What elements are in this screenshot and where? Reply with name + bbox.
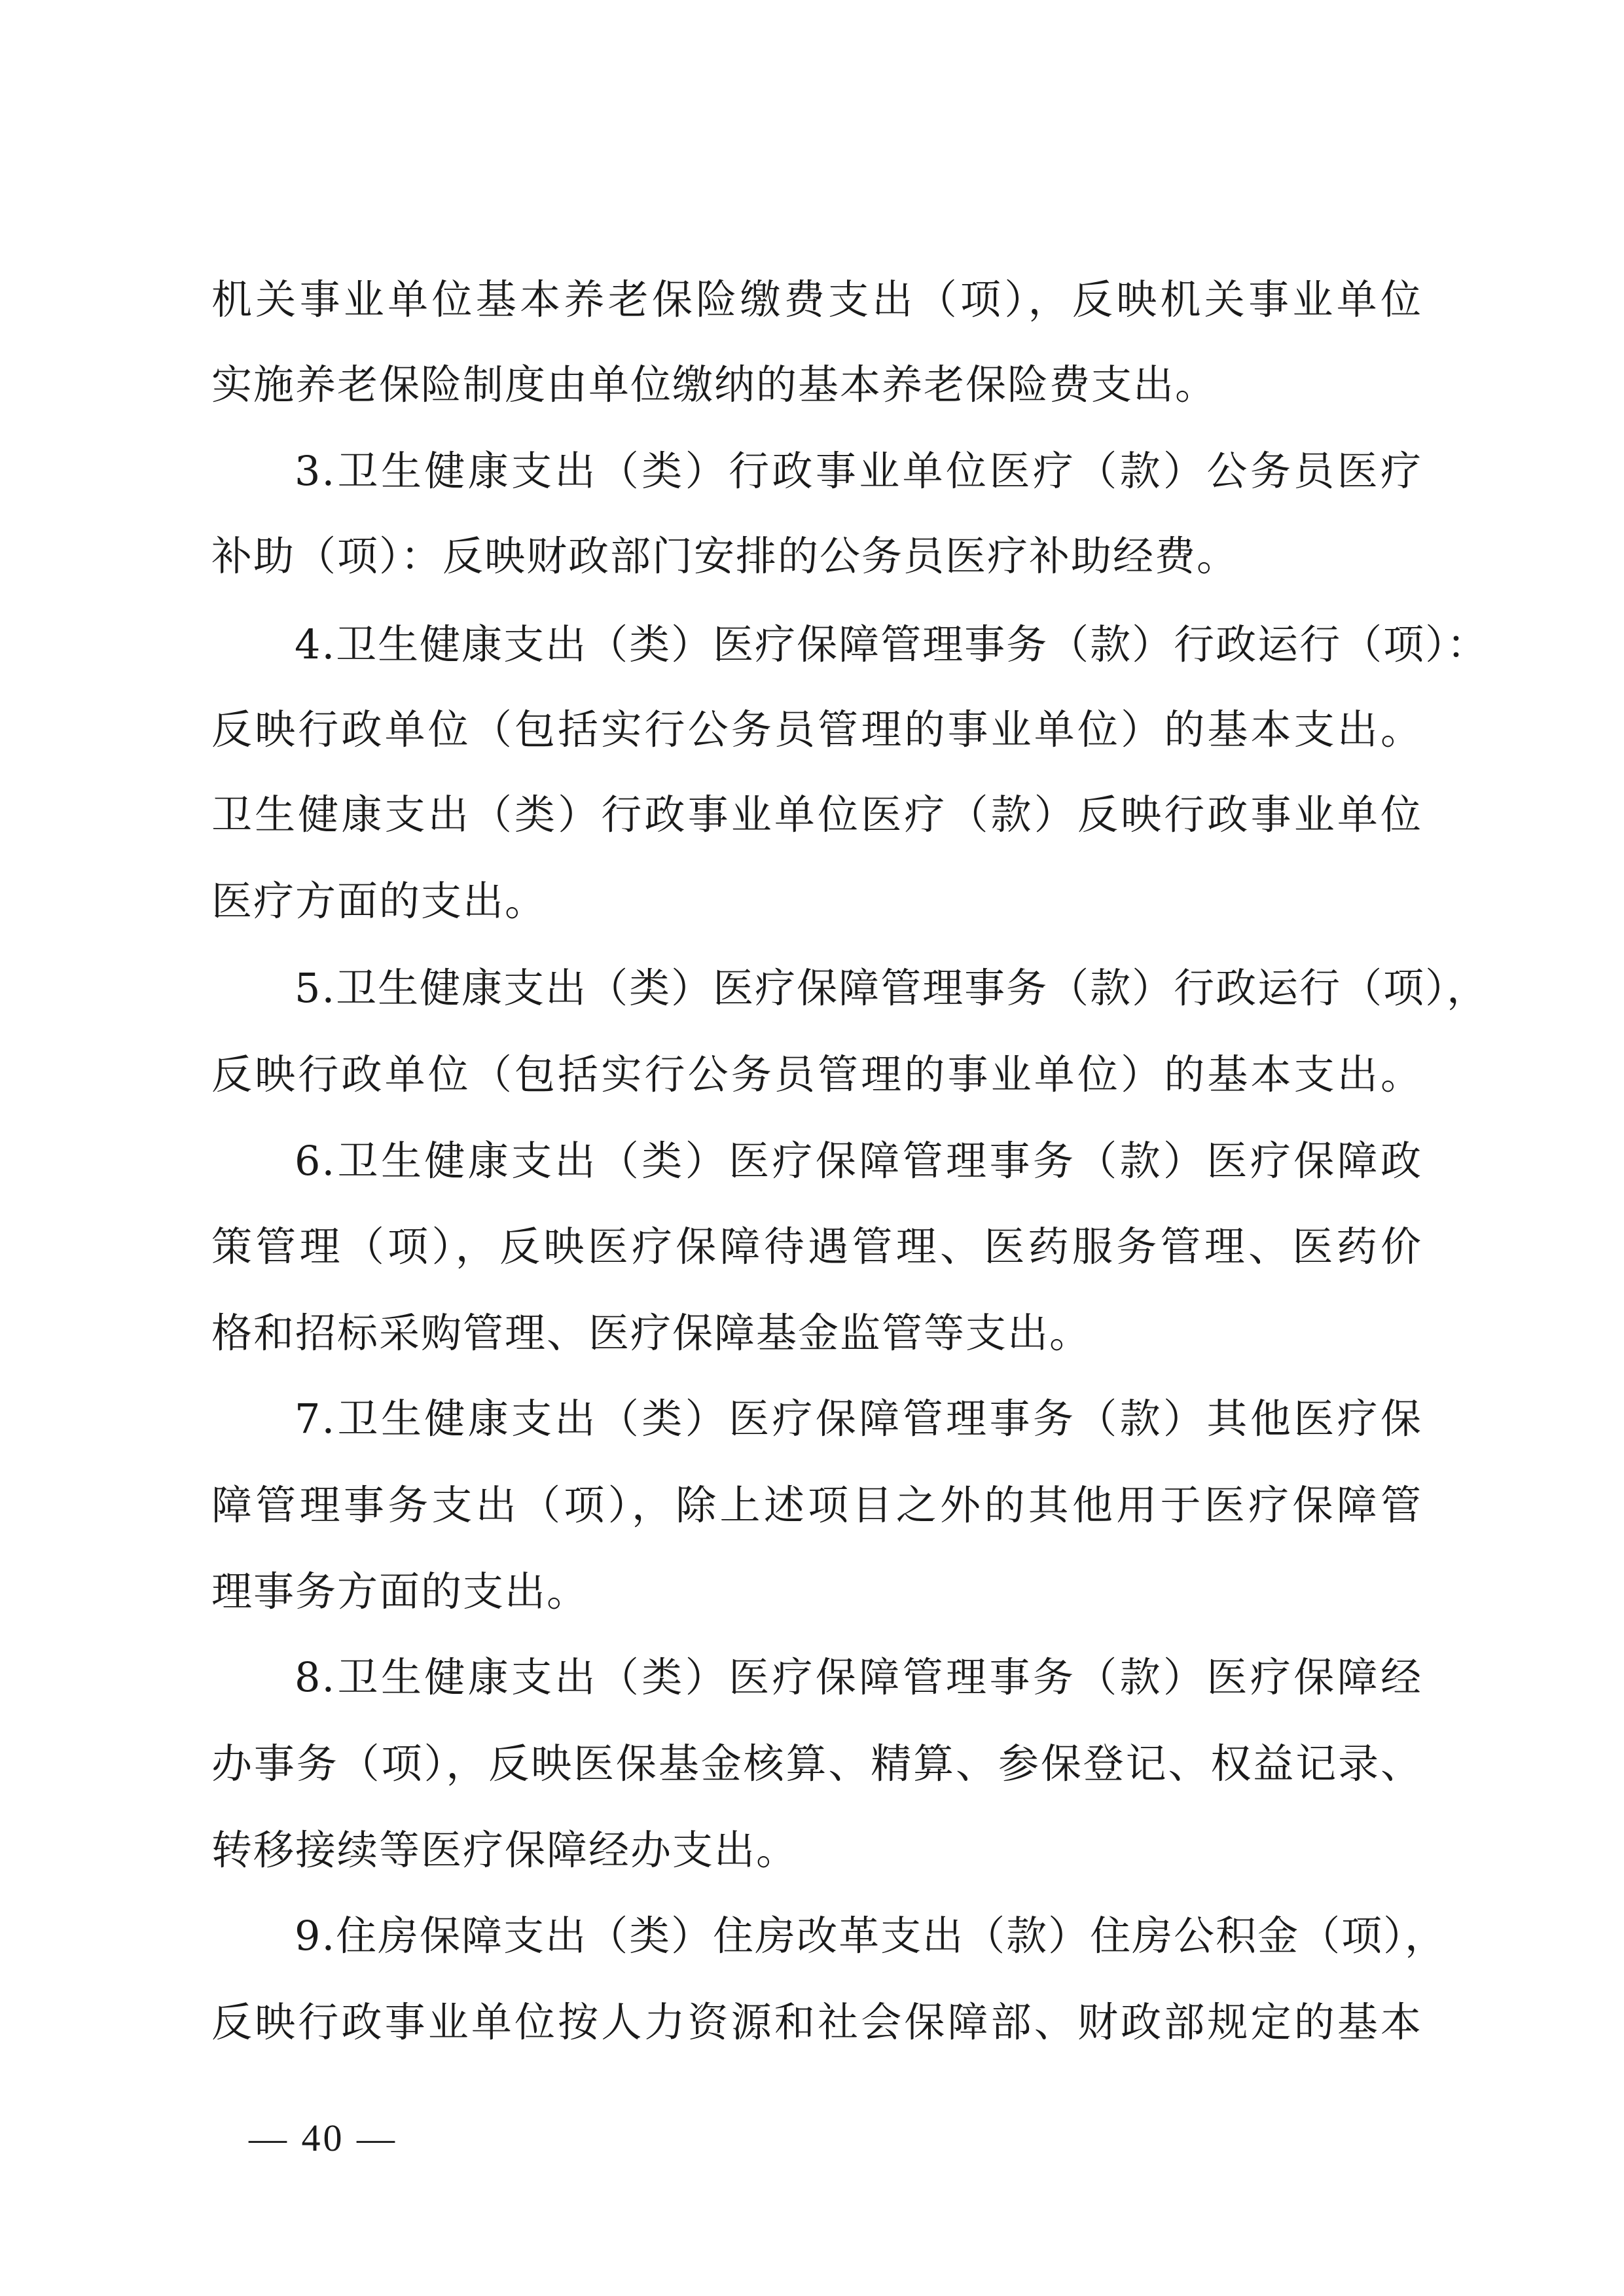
page-number: — 40 — — [249, 2117, 397, 2159]
text-line: 7.卫生健康支出（类）医疗保障管理事务（款）其他医疗保 — [295, 1395, 1422, 1443]
text-line: 理事务方面的支出。 — [211, 1568, 589, 1615]
text-line: 格和招标采购管理、医疗保障基金监管等支出。 — [211, 1309, 1092, 1357]
text-line: 补助（项）：反映财政部门安排的公务员医疗补助经费。 — [211, 532, 1239, 580]
text-line: 实施养老保险制度由单位缴纳的基本养老保险费支出。 — [211, 361, 1218, 408]
text-line: 反映行政单位（包括实行公务员管理的事业单位）的基本支出。 — [211, 1050, 1422, 1098]
text-line: 5.卫生健康支出（类）医疗保障管理事务（款）行政运行（项）， — [295, 964, 1489, 1012]
text-line: 障管理事务支出（项），除上述项目之外的其他用于医疗保障管 — [211, 1481, 1422, 1529]
text-line: 办事务（项），反映医保基金核算、精算、参保登记、权益记录、 — [211, 1740, 1422, 1787]
text-line: 反映行政单位（包括实行公务员管理的事业单位）的基本支出。 — [211, 706, 1422, 753]
text-line: 机关事业单位基本养老保险缴费支出（项），反映机关事业单位 — [211, 276, 1422, 323]
text-line: 策管理（项），反映医疗保障待遇管理、医药服务管理、医药价 — [211, 1223, 1422, 1270]
text-line: 9.住房保障支出（类）住房改革支出（款）住房公积金（项）， — [295, 1912, 1447, 1960]
text-line: 3.卫生健康支出（类）行政事业单位医疗（款）公务员医疗 — [295, 447, 1422, 495]
text-line: 医疗方面的支出。 — [211, 877, 547, 925]
text-line: 卫生健康支出（类）行政事业单位医疗（款）反映行政事业单位 — [211, 791, 1422, 838]
text-line: 4.卫生健康支出（类）医疗保障管理事务（款）行政运行（项）： — [295, 620, 1489, 668]
text-line: 转移接续等医疗保障经办支出。 — [211, 1826, 799, 1874]
text-line: 反映行政事业单位按人力资源和社会保障部、财政部规定的基本 — [211, 1998, 1422, 2046]
text-line: 6.卫生健康支出（类）医疗保障管理事务（款）医疗保障政 — [295, 1137, 1422, 1185]
text-line: 8.卫生健康支出（类）医疗保障管理事务（款）医疗保障经 — [295, 1653, 1422, 1701]
